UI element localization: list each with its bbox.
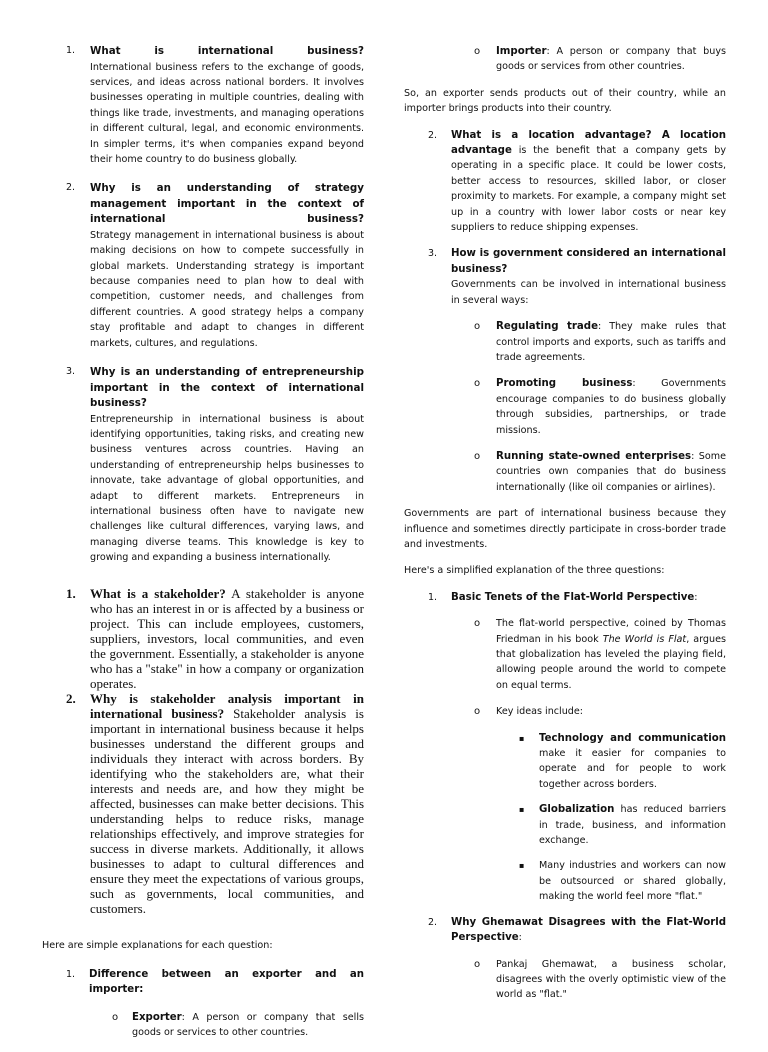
flat-world-intro: Here's a simplified explanation of the three questions: (404, 565, 665, 577)
bullet-icon: o (474, 618, 481, 630)
question-answer: Stakeholder analysis is important in international business because it helps businesses understand the different groups and individuals they interact with across borders. By identifying who the stakeholders are, what their interests and needs are, and how they might be affected, businesses can make better decisions. This understanding helps to reduce risks, manage relationships effectively, and improve strategies for success in diverse markets. Additionally, it allows businesses to adapt to cultural differences and ensure they meet the expectations of various groups, such as governments, local communities, and customers. (90, 705, 364, 916)
list-number: 3. (66, 366, 76, 378)
question-answer: is the benefit that a company gets by operating in a specific place. It could be lower costs, better access to resources, skilled labor, or closer proximity to markets. For example, a company might set up in a country with lower labor costs or near key suppliers to reduce shipping expenses. (451, 145, 726, 234)
question-location-advantage (404, 128, 726, 236)
bullet-text: , argues that globalization has leveled the playing field, allowing people around the world to compete on equal terms. (496, 633, 726, 691)
question-stakeholder (42, 586, 364, 691)
intro-paragraph: Here are simple explanations for each question: (42, 939, 273, 951)
bullet-icon: o (112, 1011, 119, 1023)
bullet-text: : A person or company that buys goods or services from other countries. (496, 46, 726, 73)
question-answer: Entrepreneurship in international business is about identifying opportunities, taking risks, and creating new business ventures across countries. Having an understanding of entrepreneurship helps businesses to innovate, take advantage of global opportunities, and adapt to different markets. Entrepreneurs in international business often have to navigate new challenges like cultural differences, varying laws, and managing diverse teams. This knowledge is key to growing and expanding a business internationally. (90, 413, 364, 564)
bullet-promoting-business (404, 376, 726, 438)
bullet-icon: o (474, 706, 481, 718)
bullet-text: Key ideas include: (496, 706, 584, 718)
list-number: 1. (66, 45, 76, 56)
bullet-text: : Governments encourage companies to do business globally through subsidies, partnerships, or trade missions. (496, 378, 726, 436)
list-number: 2. (428, 129, 438, 141)
left-column (42, 44, 364, 1052)
question-answer: Strategy management in international business is about making decisions on how to compete successfully in global markets. Understanding strategy is important because companies need to plan how to deal with competition, customer needs, and challenges from different countries. A good strategy helps a company stay profitable and adapt to changes in different markets, cultures, and regulations. (90, 229, 364, 349)
question-title: Why is an understanding of strategy management important in the context of international business? (90, 182, 364, 226)
question-answer: International business refers to the exchange of goods, services, and ideas across national borders. It involves businesses operating in multiple countries, dealing with things like trade, investments, and managing operations in different cultural, legal, and economic environments. In simpler terms, it's when companies expand beyond their home country to do business globally. (90, 61, 364, 165)
exporter-importer-summary: So, an exporter sends products out of their country, while an importer brings products into their country. (404, 87, 726, 115)
question-title: Difference between an exporter and an importer: (89, 969, 364, 996)
question-title: What is a stakeholder? (90, 585, 226, 601)
question-answer: A stakeholder is anyone who has an interest in or is affected by a business or project. This can include employees, customers, suppliers, investors, local communities, and even the government. Essentially, a stakeholder is anyone who has a "stake" in how a company or organization operates. (90, 585, 364, 691)
sub-bullet-globalization (404, 802, 726, 848)
bullet-text: : A person or company that sells goods or services to other countries. (132, 1011, 364, 1039)
question-title: Basic Tenets of the Flat-World Perspective (451, 591, 695, 603)
bullet-icon: o (474, 46, 481, 57)
question-international-business (42, 44, 364, 167)
bullet-ghemawat (404, 957, 726, 1003)
list-number: 1. (66, 969, 76, 981)
bullet-text: : Some countries own companies that do business internationally (like oil companies or airlines). (496, 450, 726, 493)
square-bullet-icon: ▪ (519, 805, 525, 815)
question-strategy-management (42, 181, 364, 351)
list-number: 1. (66, 585, 76, 601)
bullet-term: Regulating trade (496, 321, 598, 333)
bullet-icon: o (474, 958, 481, 970)
title-colon: : (694, 591, 698, 603)
question-title: Why is stakeholder analysis important in international business? (90, 690, 364, 721)
list-number: 3. (428, 248, 438, 260)
bullet-text: Pankaj Ghemawat, a business scholar, disagrees with the overly optimistic view of the world as "flat." (496, 958, 726, 1001)
bullet-icon: o (474, 321, 481, 333)
bullet-term: Globalization (539, 804, 615, 816)
bullet-text: make it easier for companies to operate and for people to work together across borders. (539, 748, 726, 790)
bullet-text: Many industries and workers can now be outsourced or shared globally, making the world feel more "flat." (539, 860, 726, 903)
bullet-text: has reduced barriers in trade, business, and information exchange. (539, 804, 726, 847)
question-exporter-importer (42, 967, 364, 998)
list-number: 2. (66, 690, 76, 706)
bullet-term: Importer (496, 46, 547, 57)
title-colon: : (518, 932, 522, 944)
bullet-importer (404, 44, 726, 75)
question-flat-world-tenets (404, 590, 726, 605)
question-title: How is government considered an international business? (451, 248, 726, 275)
question-entrepreneurship (42, 365, 364, 566)
government-summary: Governments are part of international business because they influence and sometimes directly participate in cross-border trade and investments. (404, 508, 726, 550)
book-title: The World is Flat (602, 633, 687, 645)
bullet-term: Running state-owned enterprises (496, 450, 692, 462)
question-stakeholder-analysis (42, 691, 364, 916)
bullet-exporter (42, 1010, 364, 1041)
bullet-state-owned (404, 449, 726, 495)
bullet-term: Technology and communication (539, 732, 726, 744)
bullet-regulating-trade (404, 319, 726, 365)
sub-bullet-technology (404, 731, 726, 793)
list-number: 2. (66, 182, 76, 194)
question-government (404, 246, 726, 308)
bullet-key-ideas (404, 704, 726, 719)
question-title: Why Ghemawat Disagrees with the Flat-World Perspective (451, 916, 726, 944)
list-number: 1. (428, 591, 438, 603)
bullet-text: The flat-world perspective, coined by Thomas Friedman in his book (496, 618, 726, 645)
question-title: What is international business? (90, 45, 364, 57)
bullet-icon: o (474, 378, 481, 390)
question-title: Why is an understanding of entrepreneurship important in the context of international business? (90, 366, 364, 410)
sub-bullet-outsourcing (404, 858, 726, 904)
bullet-text: : They make rules that control imports and exports, such as tariffs and trade agreements. (496, 321, 726, 363)
square-bullet-icon: ▪ (519, 861, 525, 871)
bullet-term: Promoting business (496, 378, 633, 390)
question-title: What is a location advantage? (451, 129, 652, 141)
list-number: 2. (428, 916, 438, 928)
question-answer: Governments can be involved in international business in several ways: (451, 279, 726, 306)
answer-term: A location advantage (451, 129, 726, 157)
question-ghemawat (404, 915, 726, 946)
bullet-term: Exporter (132, 1011, 182, 1023)
bullet-icon: o (474, 450, 481, 462)
square-bullet-icon: ▪ (519, 733, 525, 743)
right-column (404, 44, 726, 1014)
bullet-flat-world-definition (404, 616, 726, 693)
